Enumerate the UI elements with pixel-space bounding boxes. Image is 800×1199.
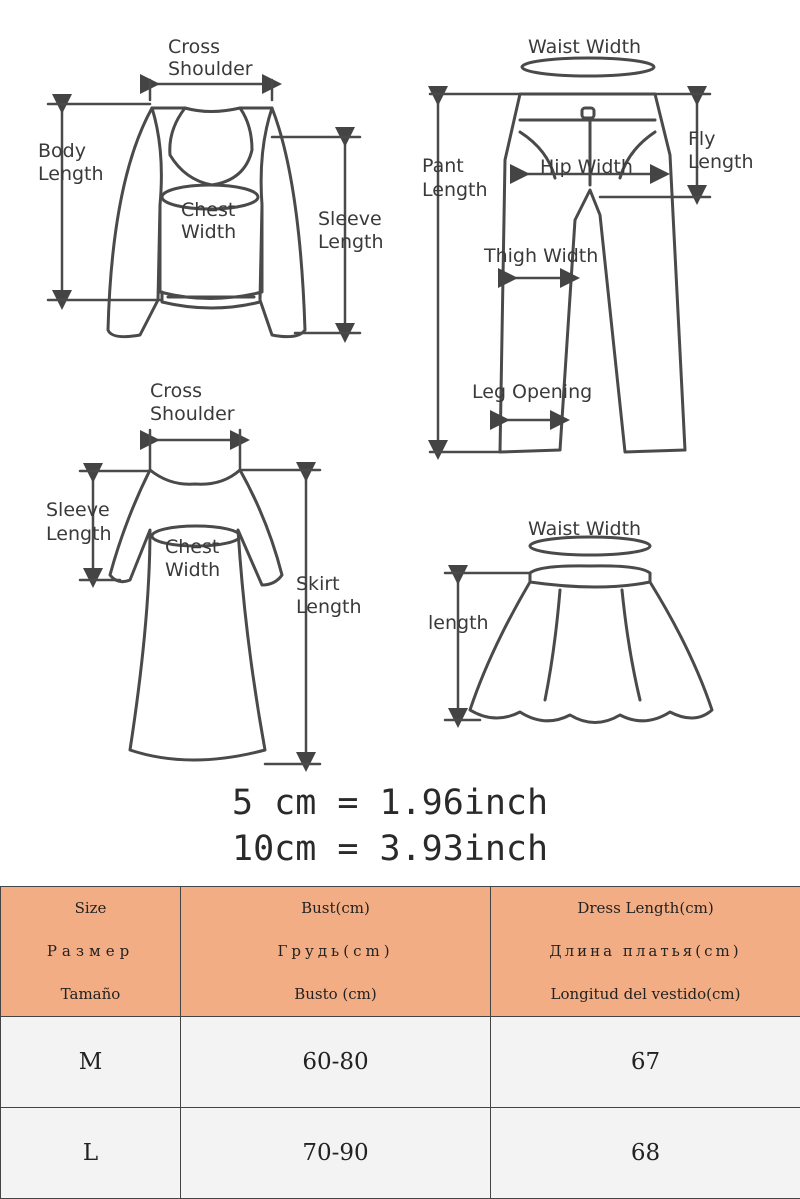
cell-size: L	[1, 1108, 181, 1199]
conversion-line-1: 5 cm = 1.96inch	[232, 783, 548, 823]
dress-drawing	[110, 470, 282, 760]
cell-length: 67	[491, 1017, 800, 1108]
hip-width-label: Hip Width	[540, 156, 633, 178]
sweater-labels	[38, 36, 384, 253]
skirt-length-label-top: Skirt	[296, 573, 340, 595]
leg-opening-label: Leg Opening	[472, 381, 592, 403]
header-size-en: Size	[1, 887, 180, 930]
dress-chest-width-label-top: Chest	[165, 536, 219, 558]
pant-length-label-top: Pant	[422, 155, 464, 177]
waist-width-label: Waist Width	[528, 36, 641, 58]
dress-arrows	[80, 430, 320, 764]
header-bust	[181, 887, 491, 1017]
cross-shoulder-label-top: Cross	[168, 36, 220, 58]
dress-sleeve-length-label-bottom: Length	[46, 523, 112, 545]
table-row	[1, 1017, 800, 1108]
conversion-line-2: 10cm = 3.93inch	[232, 829, 548, 869]
skirt-drawing	[470, 537, 712, 723]
header-dress-length	[491, 887, 800, 1017]
dress-labels	[46, 380, 362, 618]
header-size	[1, 887, 181, 1017]
skirt-labels	[428, 518, 641, 634]
table-row	[1, 1108, 800, 1199]
pants-labels	[422, 36, 754, 403]
header-length-ru: Длина платья(cm)	[491, 930, 800, 973]
sleeve-length-label-bottom: Length	[318, 231, 384, 253]
pant-length-label-bottom: Length	[422, 179, 488, 201]
cell-size: M	[1, 1017, 181, 1108]
header-bust-es: Busto (cm)	[181, 973, 490, 1016]
body-length-label-top: Body	[38, 140, 86, 162]
skirt-length-label-bottom: Length	[296, 596, 362, 618]
dress-cross-shoulder-label-bottom: Shoulder	[150, 403, 235, 425]
dress-cross-shoulder-label-top: Cross	[150, 380, 202, 402]
fly-length-label-top: Fly	[688, 128, 715, 150]
header-length-es: Longitud del vestido(cm)	[491, 973, 800, 1016]
body-length-label-bottom: Length	[38, 163, 104, 185]
skirt-waist-width-label: Waist Width	[528, 518, 641, 540]
size-table	[0, 886, 800, 1199]
sleeve-length-label-top: Sleeve	[318, 208, 382, 230]
header-length-en: Dress Length(cm)	[491, 887, 800, 930]
header-size-es: Tamaño	[1, 973, 180, 1016]
cell-bust: 60-80	[181, 1017, 491, 1108]
cross-shoulder-label-bottom: Shoulder	[168, 58, 253, 80]
chest-width-label-top: Chest	[181, 199, 235, 221]
cell-length: 68	[491, 1108, 800, 1199]
fly-length-label-bottom: Length	[688, 151, 754, 173]
header-bust-ru: Грудь(cm)	[181, 930, 490, 973]
cell-bust: 70-90	[181, 1108, 491, 1199]
table-header-row	[1, 887, 800, 1017]
header-size-ru: Размер	[1, 930, 180, 973]
skirt-length-label: length	[428, 612, 489, 634]
header-bust-en: Bust(cm)	[181, 887, 490, 930]
chest-width-label-bottom: Width	[181, 221, 236, 243]
dress-chest-width-label-bottom: Width	[165, 559, 220, 581]
dress-sleeve-length-label-top: Sleeve	[46, 499, 110, 521]
thigh-width-label: Thigh Width	[483, 245, 598, 267]
skirt-arrows	[445, 573, 530, 720]
